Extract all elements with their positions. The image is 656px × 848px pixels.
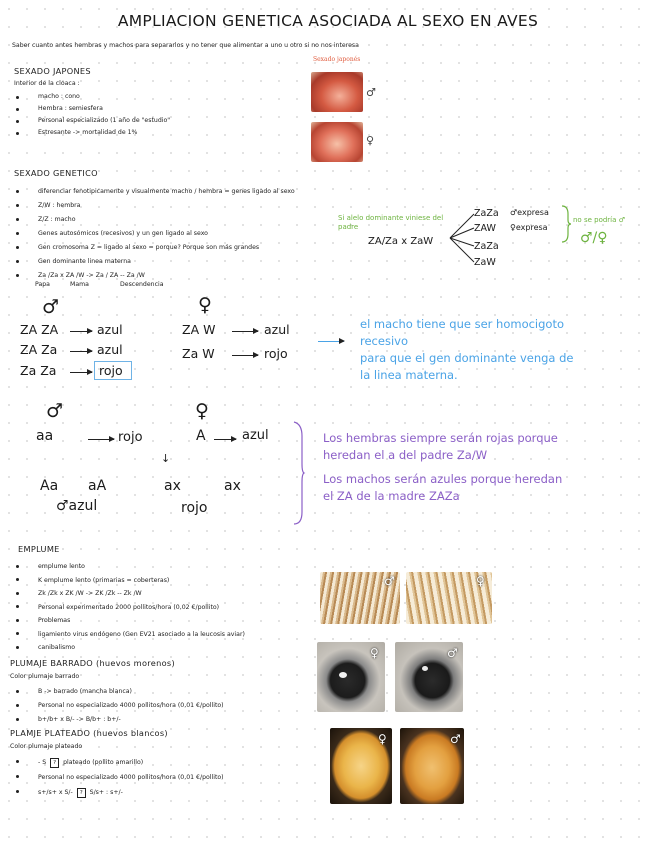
male-icon: ♂: [447, 646, 458, 660]
blue-note-line: para que el gen dominante venga de: [360, 351, 574, 365]
list-item: ligamiento virus endógeno (Gen EV21 asociado a la leucosis aviar): [12, 628, 245, 642]
plateado-item1-post: plateado (pollito amarillo): [63, 759, 144, 766]
plateado-item3-pre: s+/s+ x S/-: [38, 789, 73, 796]
white-spot: [339, 672, 347, 678]
japones-heading: SEXADO JAPONES: [14, 66, 91, 76]
list-item: macho : cono: [12, 91, 170, 103]
down-arrow-icon: ↓: [161, 452, 171, 465]
female-icon: ♀: [378, 732, 387, 746]
list-item: Z/W : hembra: [12, 199, 295, 213]
male-genotype-2: ZA Za: [20, 342, 58, 357]
arrow-icon: [70, 351, 92, 352]
question-box: ?: [77, 788, 86, 798]
plateado-item3-post: S/s+ : s+/-: [89, 789, 123, 796]
emplume-list: [12, 560, 245, 655]
male-icon: ♂: [366, 86, 376, 99]
female-genotype-2: Za W: [182, 346, 215, 361]
list-item: Problemas: [12, 614, 245, 628]
white-spot: [422, 666, 428, 671]
green-result-3: ZaZa: [474, 241, 499, 252]
female-icon: ♀: [366, 134, 375, 147]
arrow-icon: [214, 439, 236, 440]
female-color-1: azul: [264, 322, 290, 337]
list-item: [12, 755, 224, 770]
list-item: Genes autosómicos (recesivos) y un gen ligado al sexo: [12, 227, 295, 241]
blue-note-line: la linea materna.: [360, 368, 458, 382]
green-result-1: ZaZa: [474, 208, 499, 219]
plateado-heading: PLAMJE PLATEADO (huevos blancos): [10, 728, 168, 738]
green-symbols: ♂/♀: [580, 230, 608, 246]
list-item: B -> barrado (mancha blanca): [12, 685, 224, 699]
question-box: ?: [50, 758, 59, 768]
female-color-2: rojo: [264, 346, 288, 361]
list-item: Estresante -> mortalidad de 1%: [12, 127, 170, 139]
male-genotype-1: ZA ZA: [20, 322, 59, 337]
cloaca-photo-male: [311, 72, 363, 112]
list-item: Personal experimentado 2000 pollitos/hora (0,02 €/pollito): [12, 601, 245, 615]
blue-note-line: recesivo: [360, 334, 408, 348]
purple-note-line: el ZA de la madre ZAZa: [323, 489, 460, 503]
genotype-aa: aa: [36, 428, 54, 444]
male-color-2: azul: [97, 342, 123, 357]
color-azul: azul: [242, 428, 269, 443]
intro-text: Saber cuanto antes hembras y machos para separarlos y no tener que alimentar a uno u otro si no nos interesa: [12, 42, 359, 49]
list-item: Za /Za x ZA /W -> Za / ZA -- Za /W: [12, 269, 295, 283]
list-item: Personal no especializado 4000 pollitos/hora (0,01 €/pollito): [12, 699, 224, 713]
blue-note-line: el macho tiene que ser homocigoto: [360, 317, 565, 331]
japones-photo-caption: Sexado japonés: [313, 56, 361, 63]
cross-label-mama: Mama: [70, 281, 89, 288]
list-item: Z/Z : macho: [12, 213, 295, 227]
blue-arrow-icon: [318, 341, 344, 342]
female-icon: ♀: [370, 646, 379, 660]
green-brace: [560, 204, 572, 244]
offspring-male-label: ♂azul: [56, 498, 98, 514]
list-item: diferenciar fenotipicamente y visualmente macho / hembra = genes ligado al sexo: [12, 185, 295, 199]
purple-note-line: Los hembras siempre serán rojas porque: [323, 431, 558, 445]
plateado-item1-pre: - S: [38, 759, 47, 766]
arrow-icon: [70, 372, 92, 373]
female-genotype-1: ZA W: [182, 322, 216, 337]
japones-list: [12, 91, 170, 139]
japones-subheading: Interior de la cloaca :: [14, 80, 80, 87]
plateado-list: [12, 755, 224, 800]
list-item: Gen cromosoma Z = ligado al sexo = porque? Porque son más grandes: [12, 241, 295, 255]
arrow-icon: [88, 439, 114, 440]
list-item: Personal especializado (1 año de "estudio": [12, 115, 170, 127]
cross-label-descendencia: Descendencia: [120, 281, 164, 288]
green-note-cross: ZA/Za x ZaW: [368, 236, 434, 247]
cloaca-photo-female: [311, 122, 363, 162]
male-icon: ♂: [384, 574, 395, 588]
list-item: canibalismo: [12, 641, 245, 655]
list-item: K emplume lento (primarias = coberteras): [12, 574, 245, 588]
arrow-icon: [232, 355, 258, 356]
green-expresa-2: ♀expresa: [510, 223, 548, 232]
offspring-4: ax: [224, 478, 241, 494]
male-color-1: azul: [97, 322, 123, 337]
purple-note-line: Los machos serán azules porque heredan: [323, 472, 563, 486]
purple-brace: [290, 420, 306, 526]
list-item: b+/b+ x B/- -> B/b+ : b+/-: [12, 713, 224, 727]
green-result-2: ZAW: [474, 223, 496, 234]
list-item: emplume lento: [12, 560, 245, 574]
green-note-condition: Si alelo dominante viniese del padre: [338, 214, 444, 231]
color-rojo: rojo: [118, 430, 143, 445]
genetico-heading: SEXADO GENETICO: [14, 168, 98, 178]
arrow-icon: [70, 331, 92, 332]
blue-note: [360, 316, 574, 384]
list-item: [12, 785, 224, 800]
female-icon: ♀: [195, 400, 209, 422]
genetico-list: [12, 185, 295, 283]
list-item: Gen dominante linea materna: [12, 255, 295, 269]
male-color-3: rojo: [99, 363, 123, 378]
male-icon: ♂: [42, 296, 60, 318]
green-no-se-podria: no se podría ♂: [573, 216, 625, 224]
barrado-heading: PLUMAJE BARRADO (huevos morenos): [10, 658, 175, 668]
plateado-subheading: Color plumaje plateado: [10, 743, 83, 750]
list-item: Personal no especializado 4000 pollitos/hora (0,01 €/pollito): [12, 770, 224, 785]
list-item: Hembra : semiesfera: [12, 103, 170, 115]
purple-note-line: heredan el a del padre Za/W: [323, 448, 488, 462]
female-icon: ♀: [476, 574, 485, 588]
purple-note: [323, 430, 562, 505]
barrado-list: [12, 685, 224, 727]
male-icon: ♂: [46, 400, 64, 422]
cross-label-papa: Papa: [35, 281, 50, 288]
arrow-icon: [232, 331, 258, 332]
barrado-subheading: Color plumaje barrado: [10, 673, 80, 680]
list-item: Zk /Zk x ZK /W -> ZK /Zk -- Zk /W: [12, 587, 245, 601]
male-genotype-3: Za Za: [20, 363, 57, 378]
female-icon: ♀: [198, 294, 212, 316]
genotype-A: A: [196, 428, 206, 444]
male-icon: ♂: [450, 732, 461, 746]
offspring-female-label: rojo: [181, 500, 208, 516]
offspring-1: Aa: [40, 478, 59, 494]
green-expresa-1: ♂expresa: [510, 208, 549, 217]
green-result-4: ZaW: [474, 257, 496, 268]
emplume-heading: EMPLUME: [18, 544, 60, 554]
page-title: AMPLIACION GENETICA ASOCIADA AL SEXO EN AVES: [117, 12, 539, 30]
offspring-2: aA: [88, 478, 107, 494]
offspring-3: ax: [164, 478, 181, 494]
